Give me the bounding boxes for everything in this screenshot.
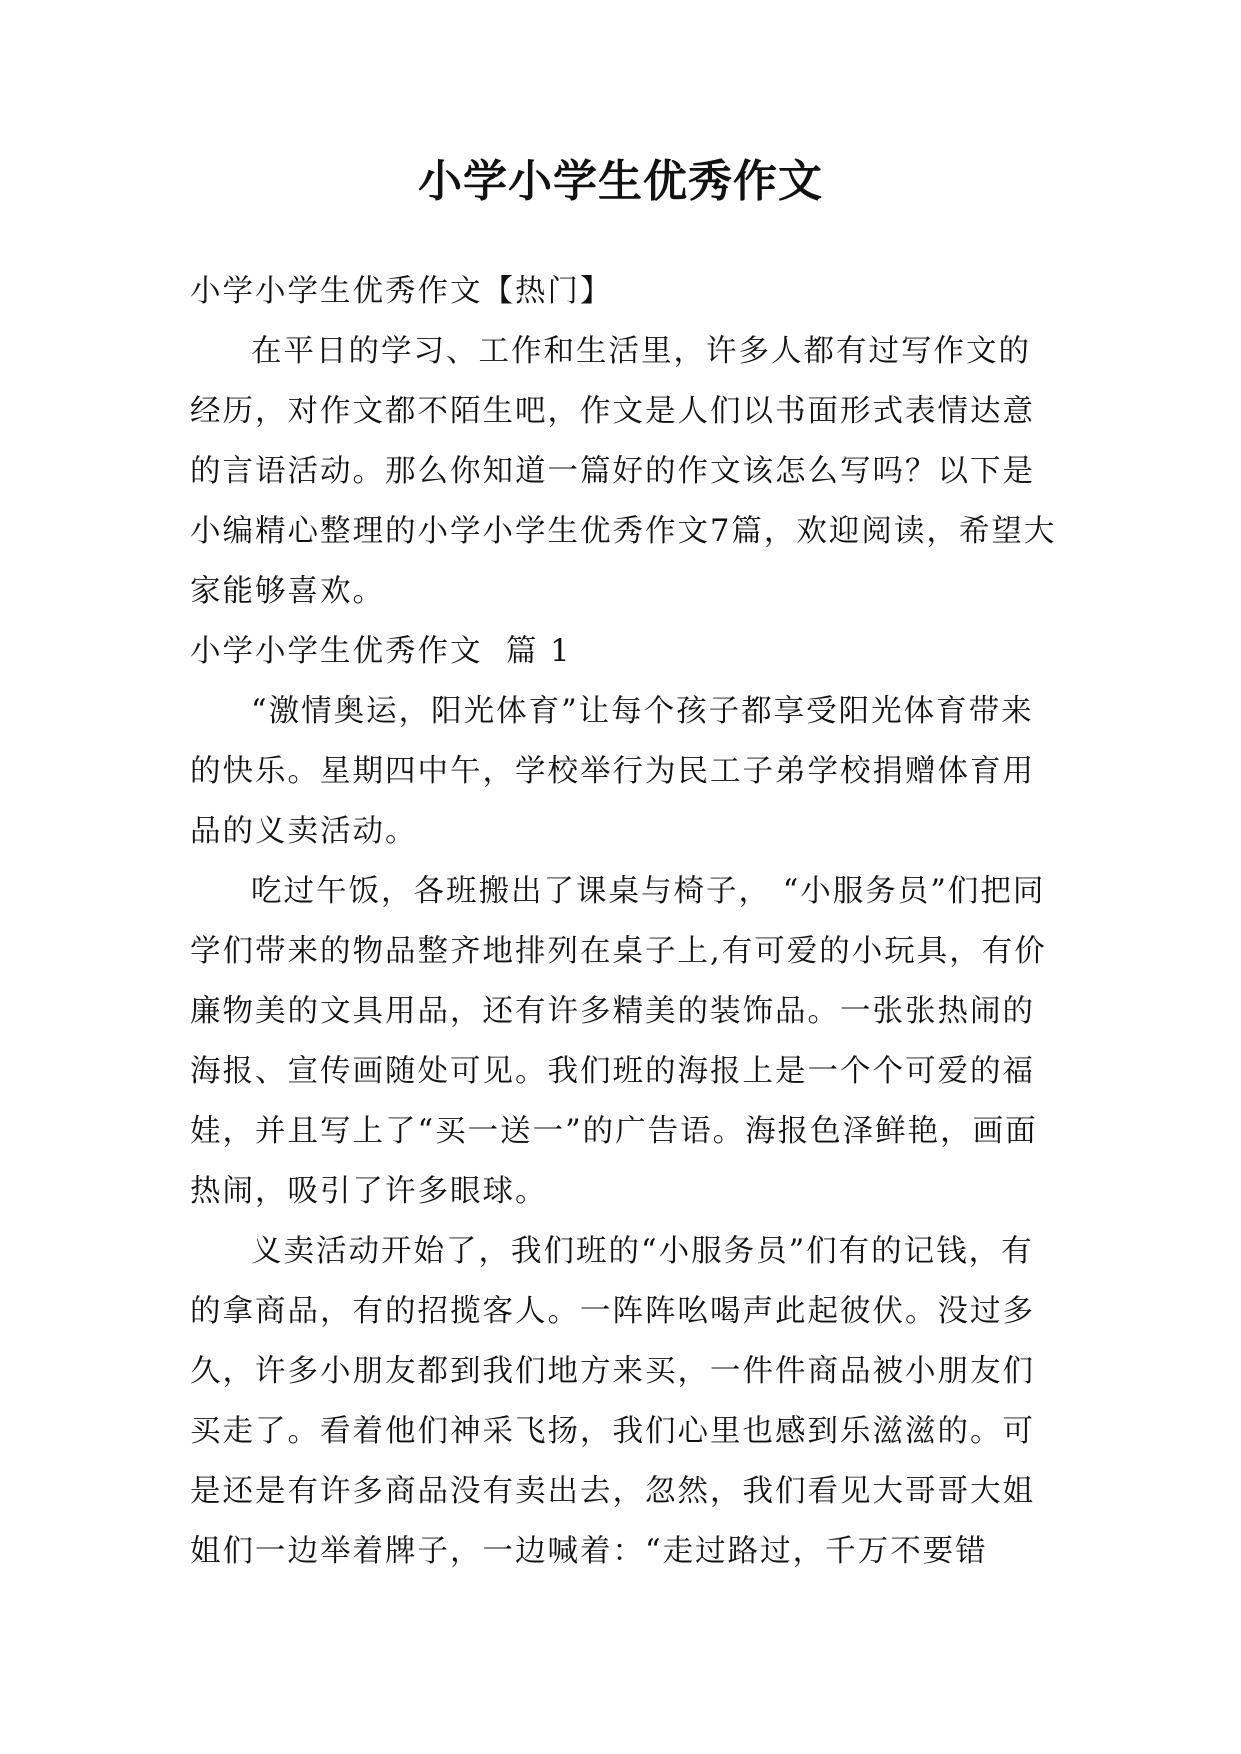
document-body <box>190 262 1060 1582</box>
document-subtitle: 小学小学生优秀作文【热门】 <box>190 274 613 309</box>
body-paragraph-3: 义卖活动开始了，我们班的“小服务员”们有的记钱，有的拿商品，有的招揽客人。一阵阵吆喝声此起彼伏。没过多久，许多小朋友都到我们地方来买，一件件商品被小朋友们买走了。看着他们神采飞扬，我们心里也感到乐滋滋的。可是还是有许多商品没有卖出去，忽然，我们看见大哥哥大姐姐们一边举着牌子，一边喊着：“走过路过，千万不要错 <box>190 1234 1035 1569</box>
section-heading: 小学小学生优秀作文 篇 1 <box>190 634 572 669</box>
body-paragraph-2: 吃过午饭，各班搬出了课桌与椅子， “小服务员”们把同学们带来的物品整齐地排列在桌子上,有可爱的小玩具，有价廉物美的文具用品，还有许多精美的装饰品。一张张热闹的海报、宣传画随处可见。我们班的海报上是一个个可爱的福娃，并且写上了“买一送一”的广告语。海报色泽鲜艳，画面热闹，吸引了许多眼球。 <box>190 874 1047 1209</box>
body-paragraph-1: “激情奥运，阳光体育”让每个孩子都享受阳光体育带来的快乐。星期四中午，学校举行为民工子弟学校捐赠体育用品的义卖活动。 <box>190 694 1035 849</box>
intro-paragraph: 在平日的学习、工作和生活里，许多人都有过写作文的经历，对作文都不陌生吧，作文是人们以书面形式表情达意的言语活动。那么你知道一篇好的作文该怎么写吗？以下是小编精心整理的小学小学生优秀作文7篇，欢迎阅读，希望大家能够喜欢。 <box>190 334 1057 609</box>
page-title: 小学小学生优秀作文 <box>418 156 823 207</box>
